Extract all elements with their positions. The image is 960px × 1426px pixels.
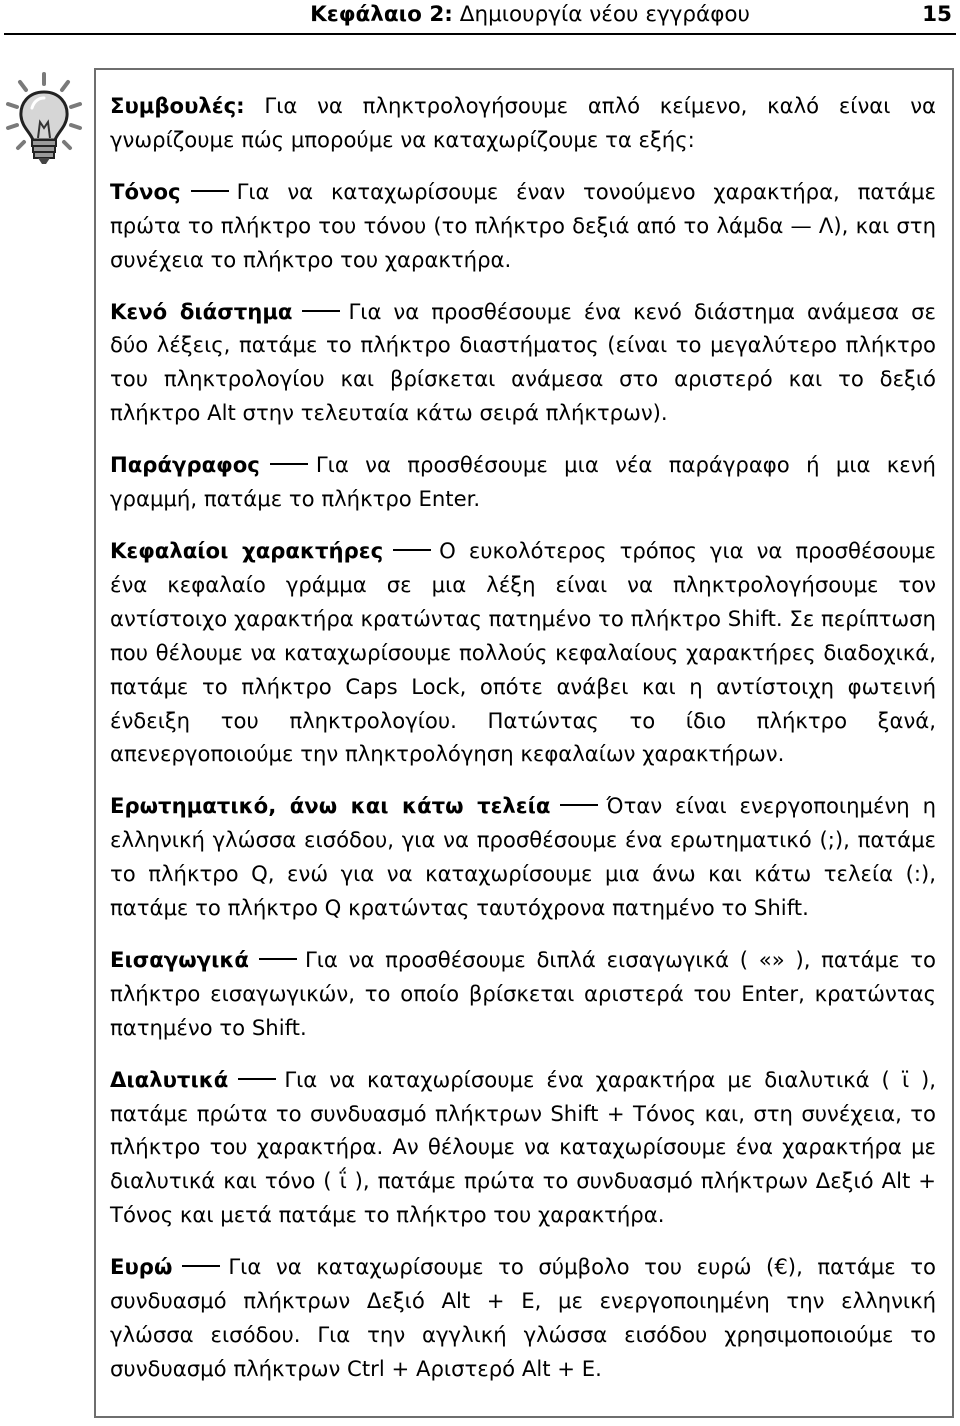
tip-paragraph — [110, 295, 936, 431]
tip-text: Όταν είναι ενεργοποιημένη η ελληνική γλώσσα εισόδου, για να προσθέσουμε ένα ερωτηματικό (;), πατάμε το πλήκτρο Q, ενώ για να καταχωρίσουμε μια άνω και κάτω τελεία (:), πατάμε το πλήκτρο Q κρατώντας ταυτόχρονα πατημένο το Shift. — [110, 793, 936, 921]
em-dash — [560, 804, 598, 806]
tip-paragraph — [110, 534, 936, 771]
em-dash — [270, 463, 308, 465]
tip-term: Τόνος — [110, 178, 181, 204]
em-dash — [182, 1265, 220, 1267]
tip-term: Εισαγωγικά — [110, 946, 249, 972]
tip-paragraph — [110, 1063, 936, 1233]
tips-intro — [110, 89, 936, 157]
em-dash — [191, 190, 229, 192]
tips-content — [110, 89, 936, 1404]
em-dash — [393, 549, 431, 551]
tip-text: Για να προσθέσουμε μια νέα παράγραφο ή μια κενή γραμμή, πατάμε το πλήκτρο Enter. — [110, 452, 936, 512]
tip-term: Κεφαλαίοι χαρακτήρες — [110, 537, 384, 563]
tip-text: Για να προσθέσουμε διπλά εισαγωγικά ( «» ), πατάμε το πλήκτρο εισαγωγικών, το οποίο βρίσκεται αριστερά του Enter, κρατώντας πατημένο το Shift. — [110, 946, 936, 1040]
tip-term: Διαλυτικά — [110, 1066, 229, 1092]
tip-text: Ο ευκολότερος τρόπος για να προσθέσουμε ένα κεφαλαίο γράμμα σε μια λέξη είναι να πληκτρολογήσουμε τον αντίστοιχο χαρακτήρα κρατώντας πατημένο το πλήκτρο Shift. Σε περίπτωση που θέλουμε να καταχωρίσουμε πολλούς κεφαλαίους χαρακτήρες διαδοχικά, πατάμε το πλήκτρο Caps Lock, οπότε ανάβει και η αντίστοιχη φωτεινή ένδειξη του πληκτρολογίου. Πατώντας το ίδιο πλήκτρο ξανά, απενεργοποιούμε την πληκτρολόγηση κεφαλαίων χαρακτήρων. — [110, 537, 936, 767]
em-dash — [238, 1078, 276, 1080]
tip-paragraph — [110, 943, 936, 1045]
tip-paragraph — [110, 789, 936, 925]
tip-text: Για να προσθέσουμε ένα κενό διάστημα ανάμεσα σε δύο λέξεις, πατάμε το πλήκτρο διαστήματος (είναι το μεγαλύτερο πλήκτρο του πληκτρολογίου και βρίσκεται ανάμεσα στο αριστερό και το δεξιό πλήκτρο Alt στην τελευταία κάτω σειρά πλήκτρων). — [110, 298, 937, 426]
tip-paragraph — [110, 175, 936, 277]
tip-term: Ερωτηματικό, άνω και κάτω τελεία — [110, 793, 551, 819]
tip-text: Για να καταχωρίσουμε έναν τονούμενο χαρακτήρα, πατάμε πρώτα το πλήκτρο του τόνου (το πλήκτρο δεξιά από το λάμδα — Λ), και στη συνέχεια το πλήκτρο του χαρακτήρα. — [110, 178, 936, 272]
tip-term: Παράγραφος — [110, 452, 260, 478]
page-header — [0, 0, 960, 34]
em-dash — [259, 958, 297, 960]
lightbulb-icon — [4, 70, 88, 166]
tip-paragraph — [110, 1250, 936, 1386]
tip-paragraph — [110, 448, 936, 516]
chapter-title: Δημιουργία νέου εγγράφου — [459, 2, 750, 27]
tips-intro-text: Για να πληκτρολογήσουμε απλό κείμενο, καλό είναι να γνωρίζουμε πώς μπορούμε να καταχωρίζουμε τα εξής: — [110, 93, 936, 152]
tip-term: Ευρώ — [110, 1254, 173, 1280]
tip-text: Για να καταχωρίσουμε το σύμβολο του ευρώ (€), πατάμε το συνδυασμό πλήκτρων Δεξιό Alt + E, με ενεργοποιημένη την ελληνική γλώσσα εισόδου. Για την αγγλική γλώσσα εισόδου χρησιμοποιούμε το συνδυασμό πλήκτρων Ctrl + Αριστερό Alt + E. — [110, 1254, 936, 1381]
em-dash — [302, 310, 340, 312]
tip-text: Για να καταχωρίσουμε ένα χαρακτήρα με διαλυτικά ( ϊ ), πατάμε πρώτα το συνδυασμό πλήκτρων Shift + Τόνος και, στη συνέχεια, το πλήκτρο του χαρακτήρα. Αν θέλουμε να καταχωρίσουμε ένα χαρακτήρα με διαλυτικά και τόνο ( ΐ ), πατάμε πρώτα το συνδυασμό πλήκτρων Δεξιό Alt + Τόνος και μετά πατάμε το πλήκτρο του χαρακτήρα. — [110, 1066, 936, 1228]
header-rule — [4, 33, 956, 35]
chapter-label: Κεφάλαιο 2: — [310, 2, 453, 27]
tip-term: Κενό διάστημα — [110, 298, 293, 324]
tips-intro-label: Συμβουλές: — [110, 93, 245, 118]
chapter-heading — [310, 2, 750, 27]
page-number: 15 — [922, 2, 952, 27]
